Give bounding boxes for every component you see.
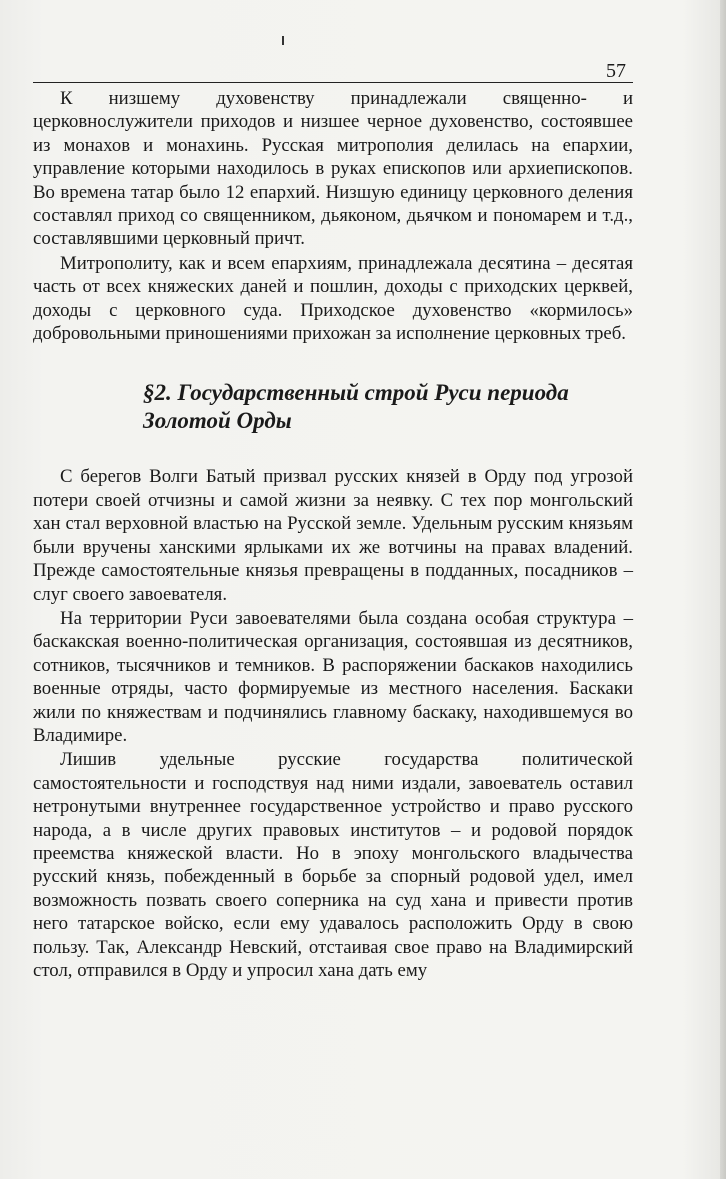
page-edge-shadow <box>720 0 726 1179</box>
paragraph-batu: С берегов Волги Батый призвал русских князей в Орду под угрозой потери своей отчизны и самой жизни за неявку. С тех пор монгольский хан стал верховной властью на Русской земле. Удельным русским князьям были вручены ханскими ярлыками их же вотчины на правах владений. Прежде самостоятельные князья превращены в подданных, посадников – слуг своего завоевателя. <box>33 466 633 605</box>
paragraph-succession: Лишив удельные русские государства политической самостоятельности и господствуя над ними издали, завоеватель оставил нетронутыми внутреннее государственное устройство и право русского народа, а в числе других правовых институтов – и родовой порядок преемства княжеской власти. Но в эпоху монгольского владычества русский князь, побежденный в борьбе за спорный родовой удел, имел возможность позвать своего соперника на суд хана и привести против него татарское войско, если ему удавалось расположить Орду в свою пользу. Так, Александр Невский, отстаивая свое право на Владимирский стол, отправился в Орду и упросил хана дать ему <box>33 749 633 981</box>
paragraph-baskaks: На территории Руси завоевателями была создана особая структура – баскакская военно-политическая организация, состоявшая из десятников, сотников, тысячников и темников. В распоряжении баскаков находились военные отряды, часто формируемые из местного населения. Баскаки жили по княжествам и подчинялись главному баскаку, находившемуся во Владимире. <box>33 607 633 746</box>
binding-mark <box>282 36 284 45</box>
paragraph-clergy: К низшему духовенству принадлежали священно- и церковнослужители приходов и низшее черное духовенство, состоявшее из монахов и монахинь. Русская митрополия делилась на епархии, управление которыми находилось в руках епископов или архиепископов. Во времена татар было 12 епархий. Низшую единицу церковного деления составлял приход со священником, дьяконом, дьячком и пономарем и т.д., составлявшими церковный причт. <box>33 88 633 250</box>
page-number: 57 <box>606 60 626 82</box>
section-heading: §2. Государственный строй Руси периода Золотой Орды <box>143 380 569 434</box>
paragraph-tithe: Митрополиту, как и всем епархиям, принадлежала десятина – десятая часть от всех княжеских даней и пошлин, доходы с приходских церквей, доходы с церковного суда. Приходское духовенство «кормилось» добровольными приношениями прихожан за исполнение церковных треб. <box>33 252 633 345</box>
page-body <box>33 87 633 982</box>
header-rule <box>33 82 633 83</box>
